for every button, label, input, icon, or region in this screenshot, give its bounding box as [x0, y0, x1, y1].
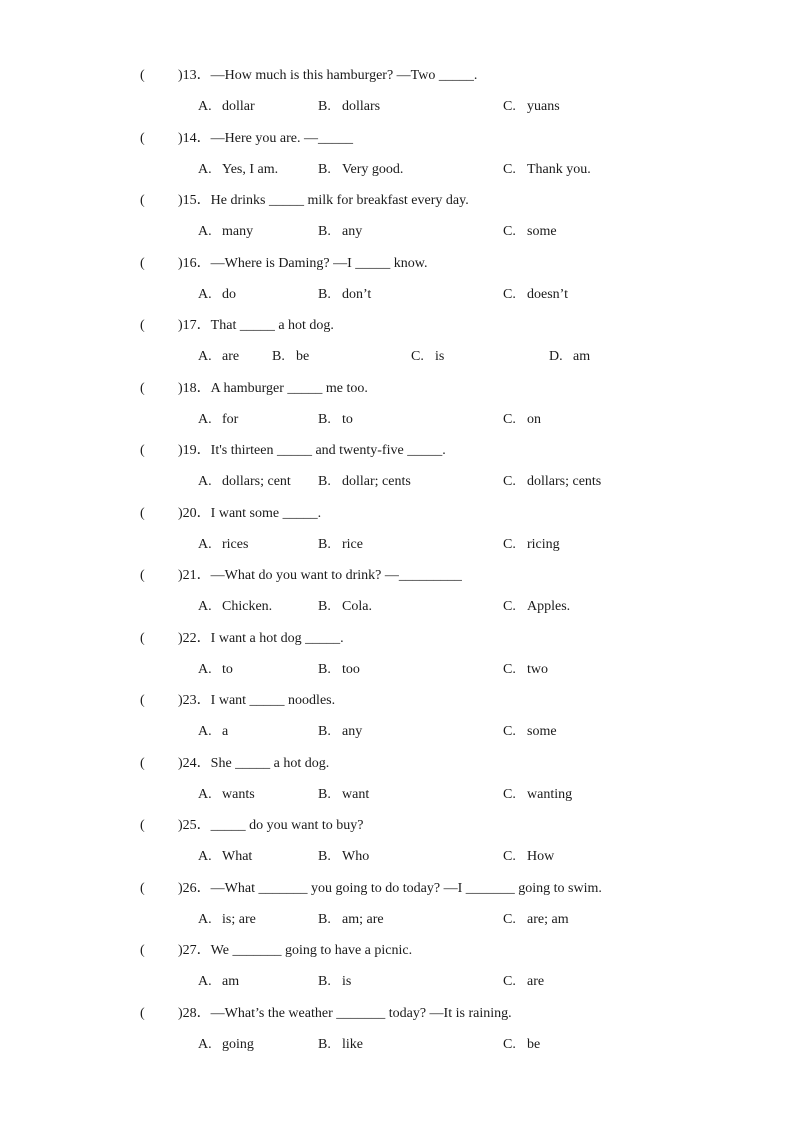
question-dot: ．	[196, 193, 211, 208]
option-text: going	[222, 1036, 254, 1052]
option-letter: C.	[503, 661, 516, 677]
option-18-b[interactable]	[318, 411, 353, 429]
answer-blank[interactable]: (	[140, 443, 145, 458]
question-dot: ．	[196, 818, 211, 833]
option-letter: B.	[318, 599, 331, 614]
question-dot: ．	[196, 1005, 211, 1021]
question-dot: ．	[196, 505, 211, 521]
option-text: are	[527, 974, 545, 989]
option-text: want	[342, 786, 370, 802]
option-letter: A.	[198, 786, 212, 802]
option-20-a[interactable]	[198, 536, 248, 554]
option-13-a[interactable]	[198, 98, 255, 116]
option-text: am	[222, 974, 240, 989]
question-stem: —How much is this hamburger? —Two _____.	[210, 68, 478, 83]
question-23	[140, 692, 335, 710]
option-14-c[interactable]	[503, 161, 591, 179]
question-number: 27	[182, 943, 197, 958]
question-28	[140, 1005, 512, 1023]
option-text: Yes, I am.	[222, 161, 279, 177]
option-letter: B.	[318, 786, 331, 802]
option-letter: A.	[198, 911, 212, 927]
option-23-a[interactable]	[198, 723, 228, 741]
question-number: 21	[182, 568, 197, 583]
question-stem: —What _______ you going to do today? —I _______ going to swim.	[210, 880, 602, 896]
answer-blank[interactable]: (	[140, 630, 145, 646]
option-text: on	[527, 411, 541, 427]
option-letter: A.	[198, 974, 212, 989]
option-letter: A.	[198, 474, 212, 489]
option-letter: A.	[198, 349, 212, 364]
option-text: yuans	[527, 99, 560, 114]
option-letter: C.	[503, 224, 516, 239]
option-17-b[interactable]	[272, 348, 309, 366]
option-letter: C.	[503, 974, 516, 989]
option-18-a[interactable]	[198, 411, 238, 429]
option-text: to	[342, 411, 353, 427]
question-dot: ．	[196, 130, 211, 146]
option-text: am; are	[342, 911, 384, 927]
question-dot: ．	[196, 68, 211, 83]
question-close-paren: )	[178, 818, 183, 833]
question-20	[140, 505, 321, 523]
option-letter: C.	[503, 411, 516, 427]
option-letter: A.	[198, 224, 212, 239]
question-15	[140, 192, 469, 210]
option-letter: B.	[318, 286, 331, 302]
option-13-b[interactable]	[318, 98, 380, 116]
option-letter: B.	[318, 474, 331, 489]
question-number: 26	[182, 880, 197, 896]
question-dot: ．	[196, 943, 211, 958]
option-text: How	[527, 849, 555, 864]
option-16-c[interactable]	[503, 286, 568, 304]
question-close-paren: )	[178, 693, 183, 708]
question-stem: That _____ a hot dog.	[210, 318, 334, 333]
option-text: too	[342, 661, 360, 677]
option-21-b[interactable]	[318, 598, 372, 616]
option-letter: C.	[503, 599, 516, 614]
option-19-a[interactable]	[198, 473, 291, 491]
option-letter: B.	[272, 349, 285, 364]
question-stem: She _____ a hot dog.	[210, 755, 330, 771]
option-20-b[interactable]	[318, 536, 363, 554]
question-stem: —What do you want to drink? —_________	[210, 568, 462, 583]
option-text: wanting	[527, 786, 573, 802]
question-close-paren: )	[178, 193, 183, 208]
option-28-a[interactable]	[198, 1036, 254, 1054]
option-letter: C.	[411, 349, 424, 364]
option-16-b[interactable]	[318, 286, 371, 304]
option-15-a[interactable]	[198, 223, 253, 241]
question-19	[140, 442, 446, 460]
question-dot: ．	[196, 880, 211, 896]
option-letter: B.	[318, 974, 331, 989]
question-number: 19	[182, 443, 197, 458]
option-letter: C.	[503, 911, 516, 927]
question-stem: I want some _____.	[210, 505, 322, 521]
option-text: two	[527, 661, 548, 677]
option-text: like	[342, 1036, 363, 1052]
option-16-a[interactable]	[198, 286, 236, 304]
question-16	[140, 255, 428, 273]
question-stem: _____ do you want to buy?	[210, 818, 364, 833]
question-17	[140, 317, 334, 335]
option-text: What	[222, 849, 253, 864]
option-text: any	[342, 724, 363, 739]
option-letter: A.	[198, 724, 212, 739]
option-text: are; am	[527, 911, 569, 927]
question-close-paren: )	[178, 568, 183, 583]
option-14-b[interactable]	[318, 161, 403, 179]
answer-blank[interactable]: (	[140, 380, 145, 396]
question-dot: ．	[196, 630, 211, 646]
option-letter: A.	[198, 161, 212, 177]
option-text: Cola.	[342, 599, 372, 614]
option-letter: A.	[198, 1036, 212, 1052]
option-25-c[interactable]	[503, 848, 554, 866]
option-24-a[interactable]	[198, 786, 255, 804]
option-letter: B.	[318, 911, 331, 927]
option-23-b[interactable]	[318, 723, 362, 741]
option-text: Chicken.	[222, 599, 273, 614]
option-letter: A.	[198, 99, 212, 114]
option-letter: B.	[318, 661, 331, 677]
question-stem: We _______ going to have a picnic.	[210, 943, 413, 958]
answer-blank[interactable]: (	[140, 755, 145, 771]
option-text: Very good.	[342, 161, 404, 177]
answer-blank[interactable]: (	[140, 568, 145, 583]
option-21-c[interactable]	[503, 598, 570, 616]
option-text: dollar	[222, 99, 255, 114]
option-22-b[interactable]	[318, 661, 360, 679]
option-19-b[interactable]	[318, 473, 411, 491]
answer-blank[interactable]: (	[140, 818, 145, 833]
option-text: dollars; cents	[527, 474, 602, 489]
option-text: is	[342, 974, 352, 989]
question-close-paren: )	[178, 755, 183, 771]
option-text: some	[527, 724, 557, 739]
option-text: is	[435, 349, 445, 364]
option-letter: B.	[318, 161, 331, 177]
question-close-paren: )	[178, 1005, 183, 1021]
answer-blank[interactable]: (	[140, 255, 145, 271]
question-stem: I want a hot dog _____.	[210, 630, 344, 646]
option-17-d[interactable]	[549, 348, 590, 366]
answer-blank[interactable]: (	[140, 130, 145, 146]
option-text: Thank you.	[527, 161, 591, 177]
option-letter: A.	[198, 849, 212, 864]
option-text: are	[222, 349, 240, 364]
question-dot: ．	[196, 755, 211, 771]
question-26	[140, 880, 602, 898]
answer-blank[interactable]: (	[140, 880, 145, 896]
question-22	[140, 630, 344, 648]
option-text: doesn’t	[527, 286, 568, 302]
question-number: 22	[182, 630, 197, 646]
question-21	[140, 567, 462, 585]
question-dot: ．	[196, 693, 211, 708]
option-letter: B.	[318, 1036, 331, 1052]
question-number: 17	[182, 318, 197, 333]
option-24-b[interactable]	[318, 786, 369, 804]
option-text: be	[296, 349, 310, 364]
question-close-paren: )	[178, 880, 183, 896]
option-25-b[interactable]	[318, 848, 369, 866]
option-letter: B.	[318, 849, 331, 864]
option-letter: C.	[503, 724, 516, 739]
option-letter: B.	[318, 99, 331, 114]
question-24	[140, 755, 329, 773]
question-14	[140, 130, 353, 148]
question-number: 14	[182, 130, 197, 146]
option-text: be	[527, 1036, 541, 1052]
option-26-c[interactable]	[503, 911, 569, 929]
option-letter: C.	[503, 786, 516, 802]
option-14-a[interactable]	[198, 161, 278, 179]
option-20-c[interactable]	[503, 536, 560, 554]
option-text: dollars; cent	[222, 474, 291, 489]
option-26-b[interactable]	[318, 911, 384, 929]
option-27-a[interactable]	[198, 973, 239, 991]
question-close-paren: )	[178, 505, 183, 521]
question-13	[140, 67, 477, 85]
option-text: rices	[222, 536, 249, 552]
question-number: 18	[182, 380, 197, 396]
question-dot: ．	[196, 380, 211, 396]
question-close-paren: )	[178, 630, 183, 646]
question-dot: ．	[196, 255, 211, 271]
option-text: don’t	[342, 286, 372, 302]
question-stem: —Here you are. —_____	[210, 130, 353, 146]
option-letter: A.	[198, 411, 212, 427]
option-letter: C.	[503, 536, 516, 552]
option-text: ricing	[527, 536, 560, 552]
option-13-c[interactable]	[503, 98, 560, 116]
option-text: do	[222, 286, 236, 302]
question-dot: ．	[196, 318, 211, 333]
question-close-paren: )	[178, 68, 183, 83]
question-stem: A hamburger _____ me too.	[210, 380, 368, 396]
option-22-a[interactable]	[198, 661, 233, 679]
option-letter: C.	[503, 286, 516, 302]
question-stem: He drinks _____ milk for breakfast every day.	[210, 193, 469, 208]
answer-blank[interactable]: (	[140, 943, 145, 958]
option-text: a	[222, 724, 229, 739]
question-number: 24	[182, 755, 197, 771]
option-text: any	[342, 224, 363, 239]
option-23-c[interactable]	[503, 723, 557, 741]
option-text: for	[222, 411, 239, 427]
answer-blank[interactable]: (	[140, 318, 145, 333]
option-letter: C.	[503, 474, 516, 489]
answer-blank[interactable]: (	[140, 693, 145, 708]
answer-blank[interactable]: (	[140, 1005, 145, 1021]
option-letter: A.	[198, 286, 212, 302]
option-25-a[interactable]	[198, 848, 252, 866]
option-text: dollar; cents	[342, 474, 411, 489]
option-18-c[interactable]	[503, 411, 541, 429]
question-close-paren: )	[178, 380, 183, 396]
question-number: 28	[182, 1005, 197, 1021]
question-dot: ．	[196, 443, 211, 458]
option-text: am	[573, 349, 591, 364]
option-letter: A.	[198, 661, 212, 677]
question-stem: It's thirteen _____ and twenty-five _____.	[210, 443, 446, 458]
option-26-a[interactable]	[198, 911, 256, 929]
answer-blank[interactable]: (	[140, 193, 145, 208]
option-text: rice	[342, 536, 363, 552]
question-stem: —What’s the weather _______ today? —It is raining.	[210, 1005, 512, 1021]
option-letter: A.	[198, 599, 212, 614]
question-number: 25	[182, 818, 197, 833]
answer-blank[interactable]: (	[140, 505, 145, 521]
option-15-c[interactable]	[503, 223, 557, 241]
option-letter: D.	[549, 349, 563, 364]
option-text: Apples.	[527, 599, 571, 614]
question-close-paren: )	[178, 443, 183, 458]
option-27-c[interactable]	[503, 973, 544, 991]
option-19-c[interactable]	[503, 473, 601, 491]
option-15-b[interactable]	[318, 223, 362, 241]
option-text: dollars	[342, 99, 381, 114]
option-text: to	[222, 661, 233, 677]
question-25	[140, 817, 364, 835]
question-number: 16	[182, 255, 197, 271]
option-17-a[interactable]	[198, 348, 239, 366]
option-24-c[interactable]	[503, 786, 572, 804]
option-28-c[interactable]	[503, 1036, 540, 1054]
option-text: Who	[342, 849, 370, 864]
question-close-paren: )	[178, 318, 183, 333]
question-close-paren: )	[178, 255, 183, 271]
question-close-paren: )	[178, 130, 183, 146]
option-letter: B.	[318, 536, 331, 552]
option-letter: C.	[503, 99, 516, 114]
question-number: 15	[182, 193, 197, 208]
option-letter: C.	[503, 849, 516, 864]
question-close-paren: )	[178, 943, 183, 958]
option-text: is; are	[222, 911, 256, 927]
question-number: 13	[182, 68, 197, 83]
option-27-b[interactable]	[318, 973, 351, 991]
question-stem: —Where is Daming? —I _____ know.	[210, 255, 428, 271]
option-letter: C.	[503, 161, 516, 177]
option-letter: A.	[198, 536, 212, 552]
question-number: 23	[182, 693, 197, 708]
option-letter: B.	[318, 724, 331, 739]
question-number: 20	[182, 505, 197, 521]
question-dot: ．	[196, 568, 211, 583]
option-letter: B.	[318, 411, 331, 427]
option-22-c[interactable]	[503, 661, 548, 679]
option-text: many	[222, 224, 254, 239]
option-text: wants	[222, 786, 255, 802]
question-stem: I want _____ noodles.	[210, 693, 336, 708]
option-28-b[interactable]	[318, 1036, 363, 1054]
option-21-a[interactable]	[198, 598, 272, 616]
option-17-c[interactable]	[411, 348, 444, 366]
option-letter: C.	[503, 1036, 516, 1052]
question-27	[140, 942, 412, 960]
option-text: some	[527, 224, 557, 239]
question-18	[140, 380, 368, 398]
option-letter: B.	[318, 224, 331, 239]
answer-blank[interactable]: (	[140, 68, 145, 83]
